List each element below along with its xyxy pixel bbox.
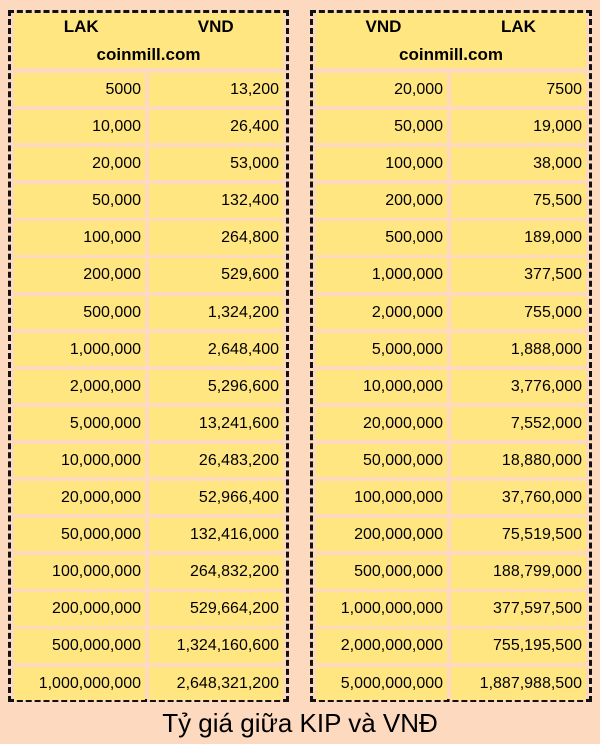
converted-cell: 132,400	[149, 184, 283, 217]
header-lak: LAK	[501, 17, 536, 36]
converted-cell: 18,880,000	[451, 444, 586, 477]
converted-cell: 1,324,200	[149, 296, 283, 329]
table-body	[11, 73, 286, 700]
converted-cell: 75,519,500	[451, 518, 586, 551]
amount-cell: 1,000,000,000	[316, 592, 447, 625]
amount-cell: 100,000,000	[316, 481, 447, 514]
amount-cell: 500,000,000	[316, 555, 447, 588]
converted-cell: 37,760,000	[451, 481, 586, 514]
table-row	[316, 518, 586, 551]
table-row	[316, 73, 586, 106]
lak-to-vnd-table	[8, 10, 289, 702]
amount-cell: 50,000,000	[316, 444, 447, 477]
converted-cell: 13,200	[149, 73, 283, 106]
table-row	[14, 147, 283, 180]
amount-cell: 20,000	[316, 73, 447, 106]
amount-cell: 20,000,000	[14, 481, 145, 514]
table-row	[316, 333, 586, 366]
table-header	[14, 13, 283, 41]
converted-cell: 1,888,000	[451, 333, 586, 366]
amount-cell: 1,000,000	[316, 258, 447, 291]
amount-cell: 2,000,000	[14, 370, 145, 403]
table-row	[316, 592, 586, 625]
table-row	[14, 555, 283, 588]
header-vnd: VND	[365, 17, 402, 36]
amount-cell: 5000	[14, 73, 145, 106]
table-row	[14, 370, 283, 403]
converted-cell: 7500	[451, 73, 586, 106]
amount-cell: 20,000	[14, 147, 145, 180]
table-row	[316, 147, 586, 180]
table-row	[316, 221, 586, 254]
table-row	[14, 258, 283, 291]
amount-cell: 1,000,000,000	[14, 667, 145, 700]
table-row	[14, 110, 283, 143]
converted-cell: 13,241,600	[149, 407, 283, 440]
amount-cell: 50,000	[14, 184, 145, 217]
amount-cell: 1,000,000	[14, 333, 145, 366]
table-row	[14, 481, 283, 514]
amount-cell: 20,000,000	[316, 407, 447, 440]
converted-cell: 264,832,200	[149, 555, 283, 588]
converted-cell: 2,648,400	[149, 333, 283, 366]
converted-cell: 1,324,160,600	[149, 629, 283, 662]
converted-cell: 1,887,988,500	[451, 667, 586, 700]
table-row	[316, 667, 586, 700]
table-row	[316, 296, 586, 329]
converted-cell: 7,552,000	[451, 407, 586, 440]
amount-cell: 5,000,000	[316, 333, 447, 366]
converted-cell: 52,966,400	[149, 481, 283, 514]
table-row	[14, 73, 283, 106]
amount-cell: 100,000,000	[14, 555, 145, 588]
source-label: coinmill.com	[316, 41, 586, 68]
converted-cell: 264,800	[149, 221, 283, 254]
converted-cell: 529,664,200	[149, 592, 283, 625]
converted-cell: 529,600	[149, 258, 283, 291]
converted-cell: 38,000	[451, 147, 586, 180]
amount-cell: 2,000,000	[316, 296, 447, 329]
converted-cell: 189,000	[451, 221, 586, 254]
converted-cell: 26,400	[149, 110, 283, 143]
amount-cell: 200,000,000	[316, 518, 447, 551]
amount-cell: 10,000,000	[316, 370, 447, 403]
table-row	[14, 444, 283, 477]
converted-cell: 3,776,000	[451, 370, 586, 403]
amount-cell: 100,000	[14, 221, 145, 254]
amount-cell: 500,000	[14, 296, 145, 329]
amount-cell: 100,000	[316, 147, 447, 180]
amount-cell: 5,000,000,000	[316, 667, 447, 700]
table-row	[316, 110, 586, 143]
table-row	[14, 667, 283, 700]
table-row	[316, 258, 586, 291]
table-row	[14, 221, 283, 254]
converted-cell: 2,648,321,200	[149, 667, 283, 700]
amount-cell: 50,000	[316, 110, 447, 143]
converted-cell: 5,296,600	[149, 370, 283, 403]
table-body	[313, 73, 589, 700]
converted-cell: 26,483,200	[149, 444, 283, 477]
converted-cell: 188,799,000	[451, 555, 586, 588]
table-row	[316, 555, 586, 588]
amount-cell: 10,000,000	[14, 444, 145, 477]
table-row	[316, 629, 586, 662]
source-label: coinmill.com	[14, 41, 283, 68]
caption: Tỷ giá giữa KIP và VNĐ	[162, 708, 438, 738]
table-row	[316, 370, 586, 403]
converted-cell: 75,500	[451, 184, 586, 217]
vnd-to-lak-table	[310, 10, 592, 702]
table-row	[316, 407, 586, 440]
converted-cell: 755,000	[451, 296, 586, 329]
amount-cell: 500,000	[316, 221, 447, 254]
header-lak: LAK	[63, 17, 99, 36]
amount-cell: 5,000,000	[14, 407, 145, 440]
table-header	[316, 13, 586, 41]
table-row	[14, 592, 283, 625]
converted-cell: 377,500	[451, 258, 586, 291]
table-row	[14, 407, 283, 440]
converted-cell: 132,416,000	[149, 518, 283, 551]
table-row	[316, 481, 586, 514]
amount-cell: 200,000	[14, 258, 145, 291]
amount-cell: 500,000,000	[14, 629, 145, 662]
table-row	[14, 518, 283, 551]
amount-cell: 200,000,000	[14, 592, 145, 625]
amount-cell: 50,000,000	[14, 518, 145, 551]
amount-cell: 10,000	[14, 110, 145, 143]
table-row	[14, 184, 283, 217]
amount-cell: 2,000,000,000	[316, 629, 447, 662]
amount-cell: 200,000	[316, 184, 447, 217]
table-row	[316, 444, 586, 477]
converted-cell: 53,000	[149, 147, 283, 180]
table-row	[316, 184, 586, 217]
converted-cell: 377,597,500	[451, 592, 586, 625]
table-row	[14, 296, 283, 329]
header-vnd: VND	[197, 17, 234, 36]
converted-cell: 755,195,500	[451, 629, 586, 662]
table-row	[14, 629, 283, 662]
converted-cell: 19,000	[451, 110, 586, 143]
table-row	[14, 333, 283, 366]
